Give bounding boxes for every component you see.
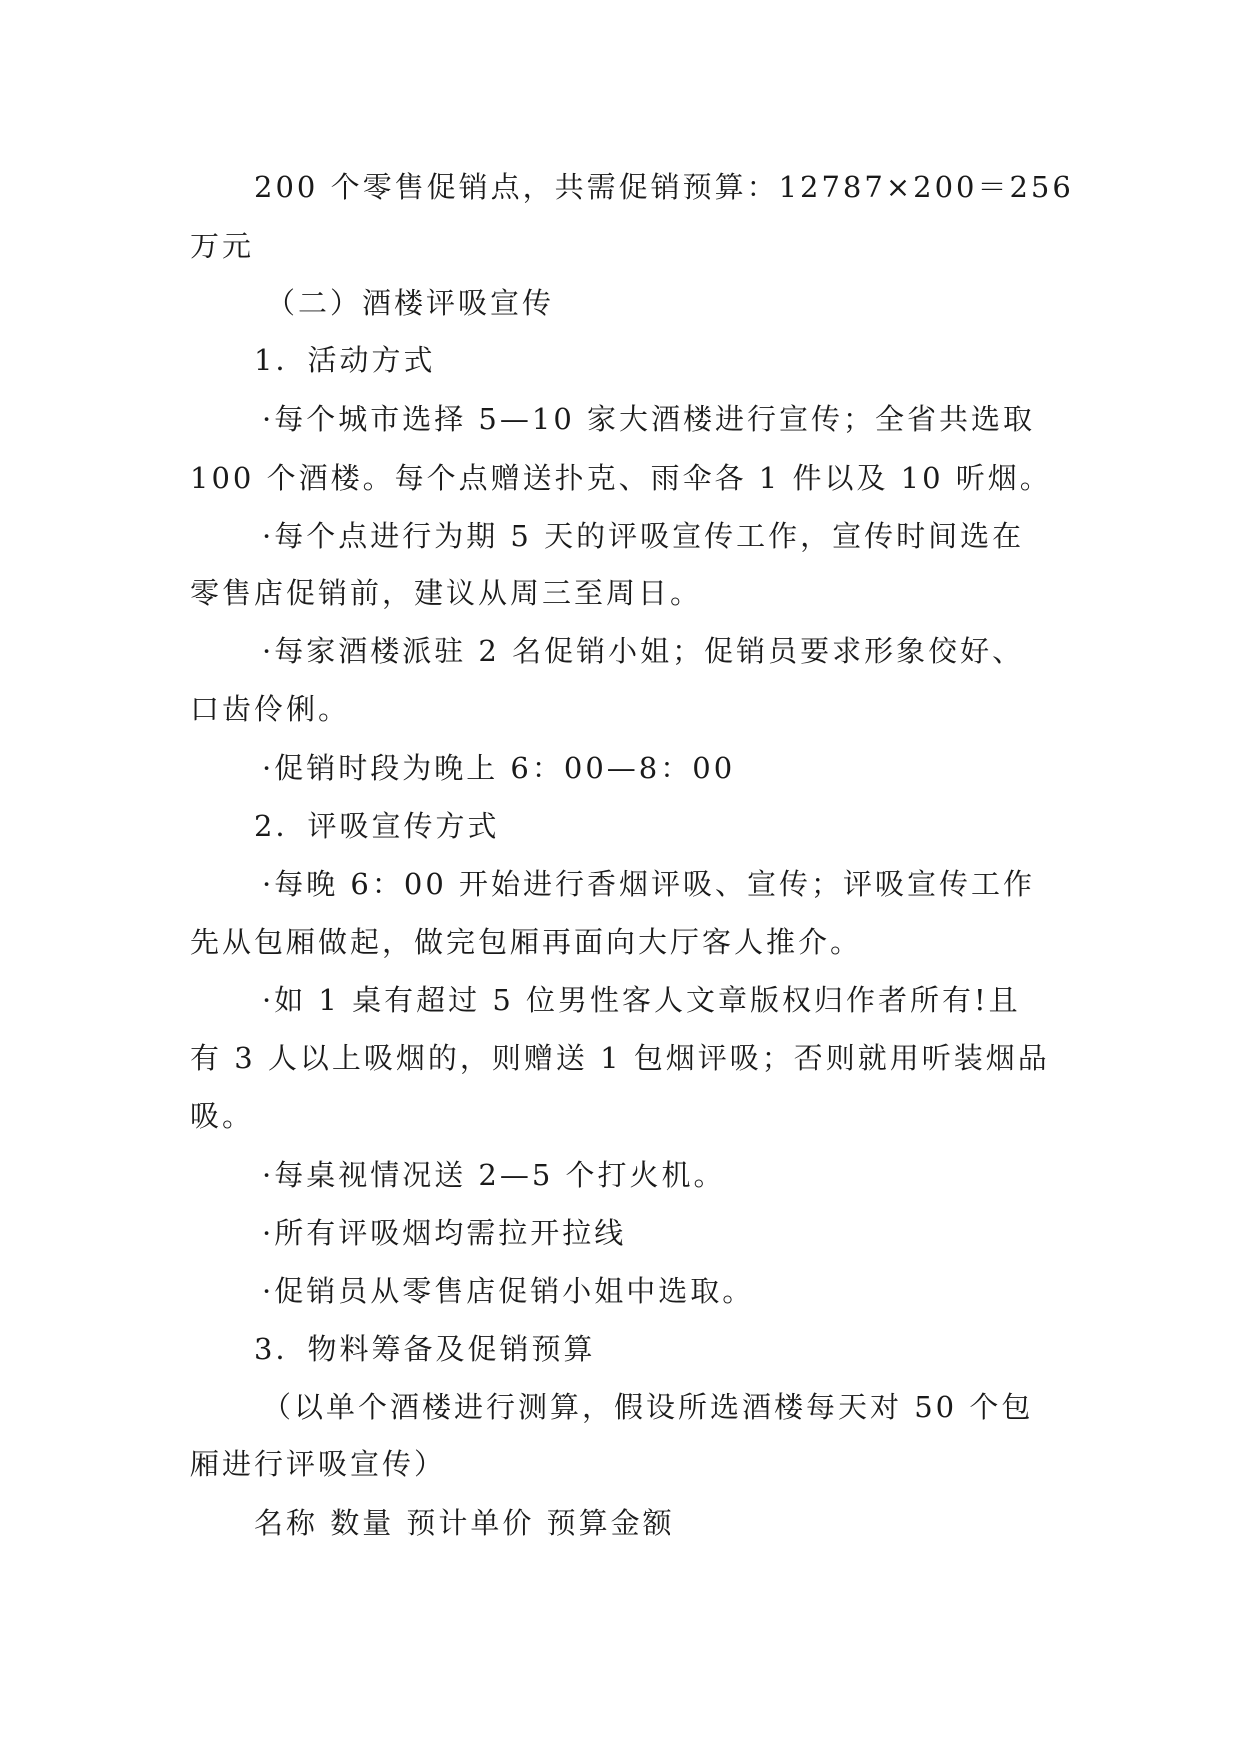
subsection-heading: 2．评吸宣传方式 (254, 809, 500, 843)
section-heading: （二）酒楼评吸宣传 (266, 286, 555, 320)
table-header-line: 名称 数量 预计单价 预算金额 (254, 1506, 675, 1540)
bullet-item: ·每晚 6：00 开始进行香烟评吸、宣传；评吸宣传工作 (262, 867, 1036, 901)
bullet-item: ·所有评吸烟均需拉开拉线 (262, 1216, 627, 1250)
text-line: 吸。 (190, 1099, 255, 1133)
bullet-item: ·每桌视情况送 2—5 个打火机。 (262, 1158, 726, 1192)
subsection-heading: 3．物料筹备及促销预算 (254, 1332, 596, 1366)
text-line: 有 3 人以上吸烟的，则赠送 1 包烟评吸；否则就用听装烟品 (190, 1041, 1050, 1075)
bullet-item: ·每家酒楼派驻 2 名促销小姐；促销员要求形象佼好、 (262, 634, 1025, 668)
bullet-item: ·如 1 桌有超过 5 位男性客人文章版权归作者所有!且 (262, 983, 1021, 1017)
text-line: 200 个零售促销点，共需促销预算：12787×200＝256 (254, 170, 1074, 204)
bullet-item: ·促销时段为晚上 6：00—8：00 (262, 751, 736, 785)
bullet-item: ·促销员从零售店促销小姐中选取。 (262, 1274, 755, 1308)
text-line: 零售店促销前，建议从周三至周日。 (190, 576, 703, 610)
text-line: （以单个酒楼进行测算，假设所选酒楼每天对 50 个包 (262, 1390, 1034, 1424)
text-line: 万元 (190, 229, 255, 263)
bullet-item: ·每个点进行为期 5 天的评吸宣传工作，宣传时间选在 (262, 519, 1025, 553)
bullet-item: ·每个城市选择 5—10 家大酒楼进行宣传；全省共选取 (262, 402, 1036, 436)
subsection-heading: 1．活动方式 (254, 343, 436, 377)
text-line: 先从包厢做起，做完包厢再面向大厅客人推介。 (190, 925, 863, 959)
text-line: 厢进行评吸宣传） (190, 1447, 447, 1481)
text-line: 口齿伶俐。 (190, 692, 351, 726)
text-line: 100 个酒楼。每个点赠送扑克、雨伞各 1 件以及 10 听烟。 (190, 461, 1052, 495)
